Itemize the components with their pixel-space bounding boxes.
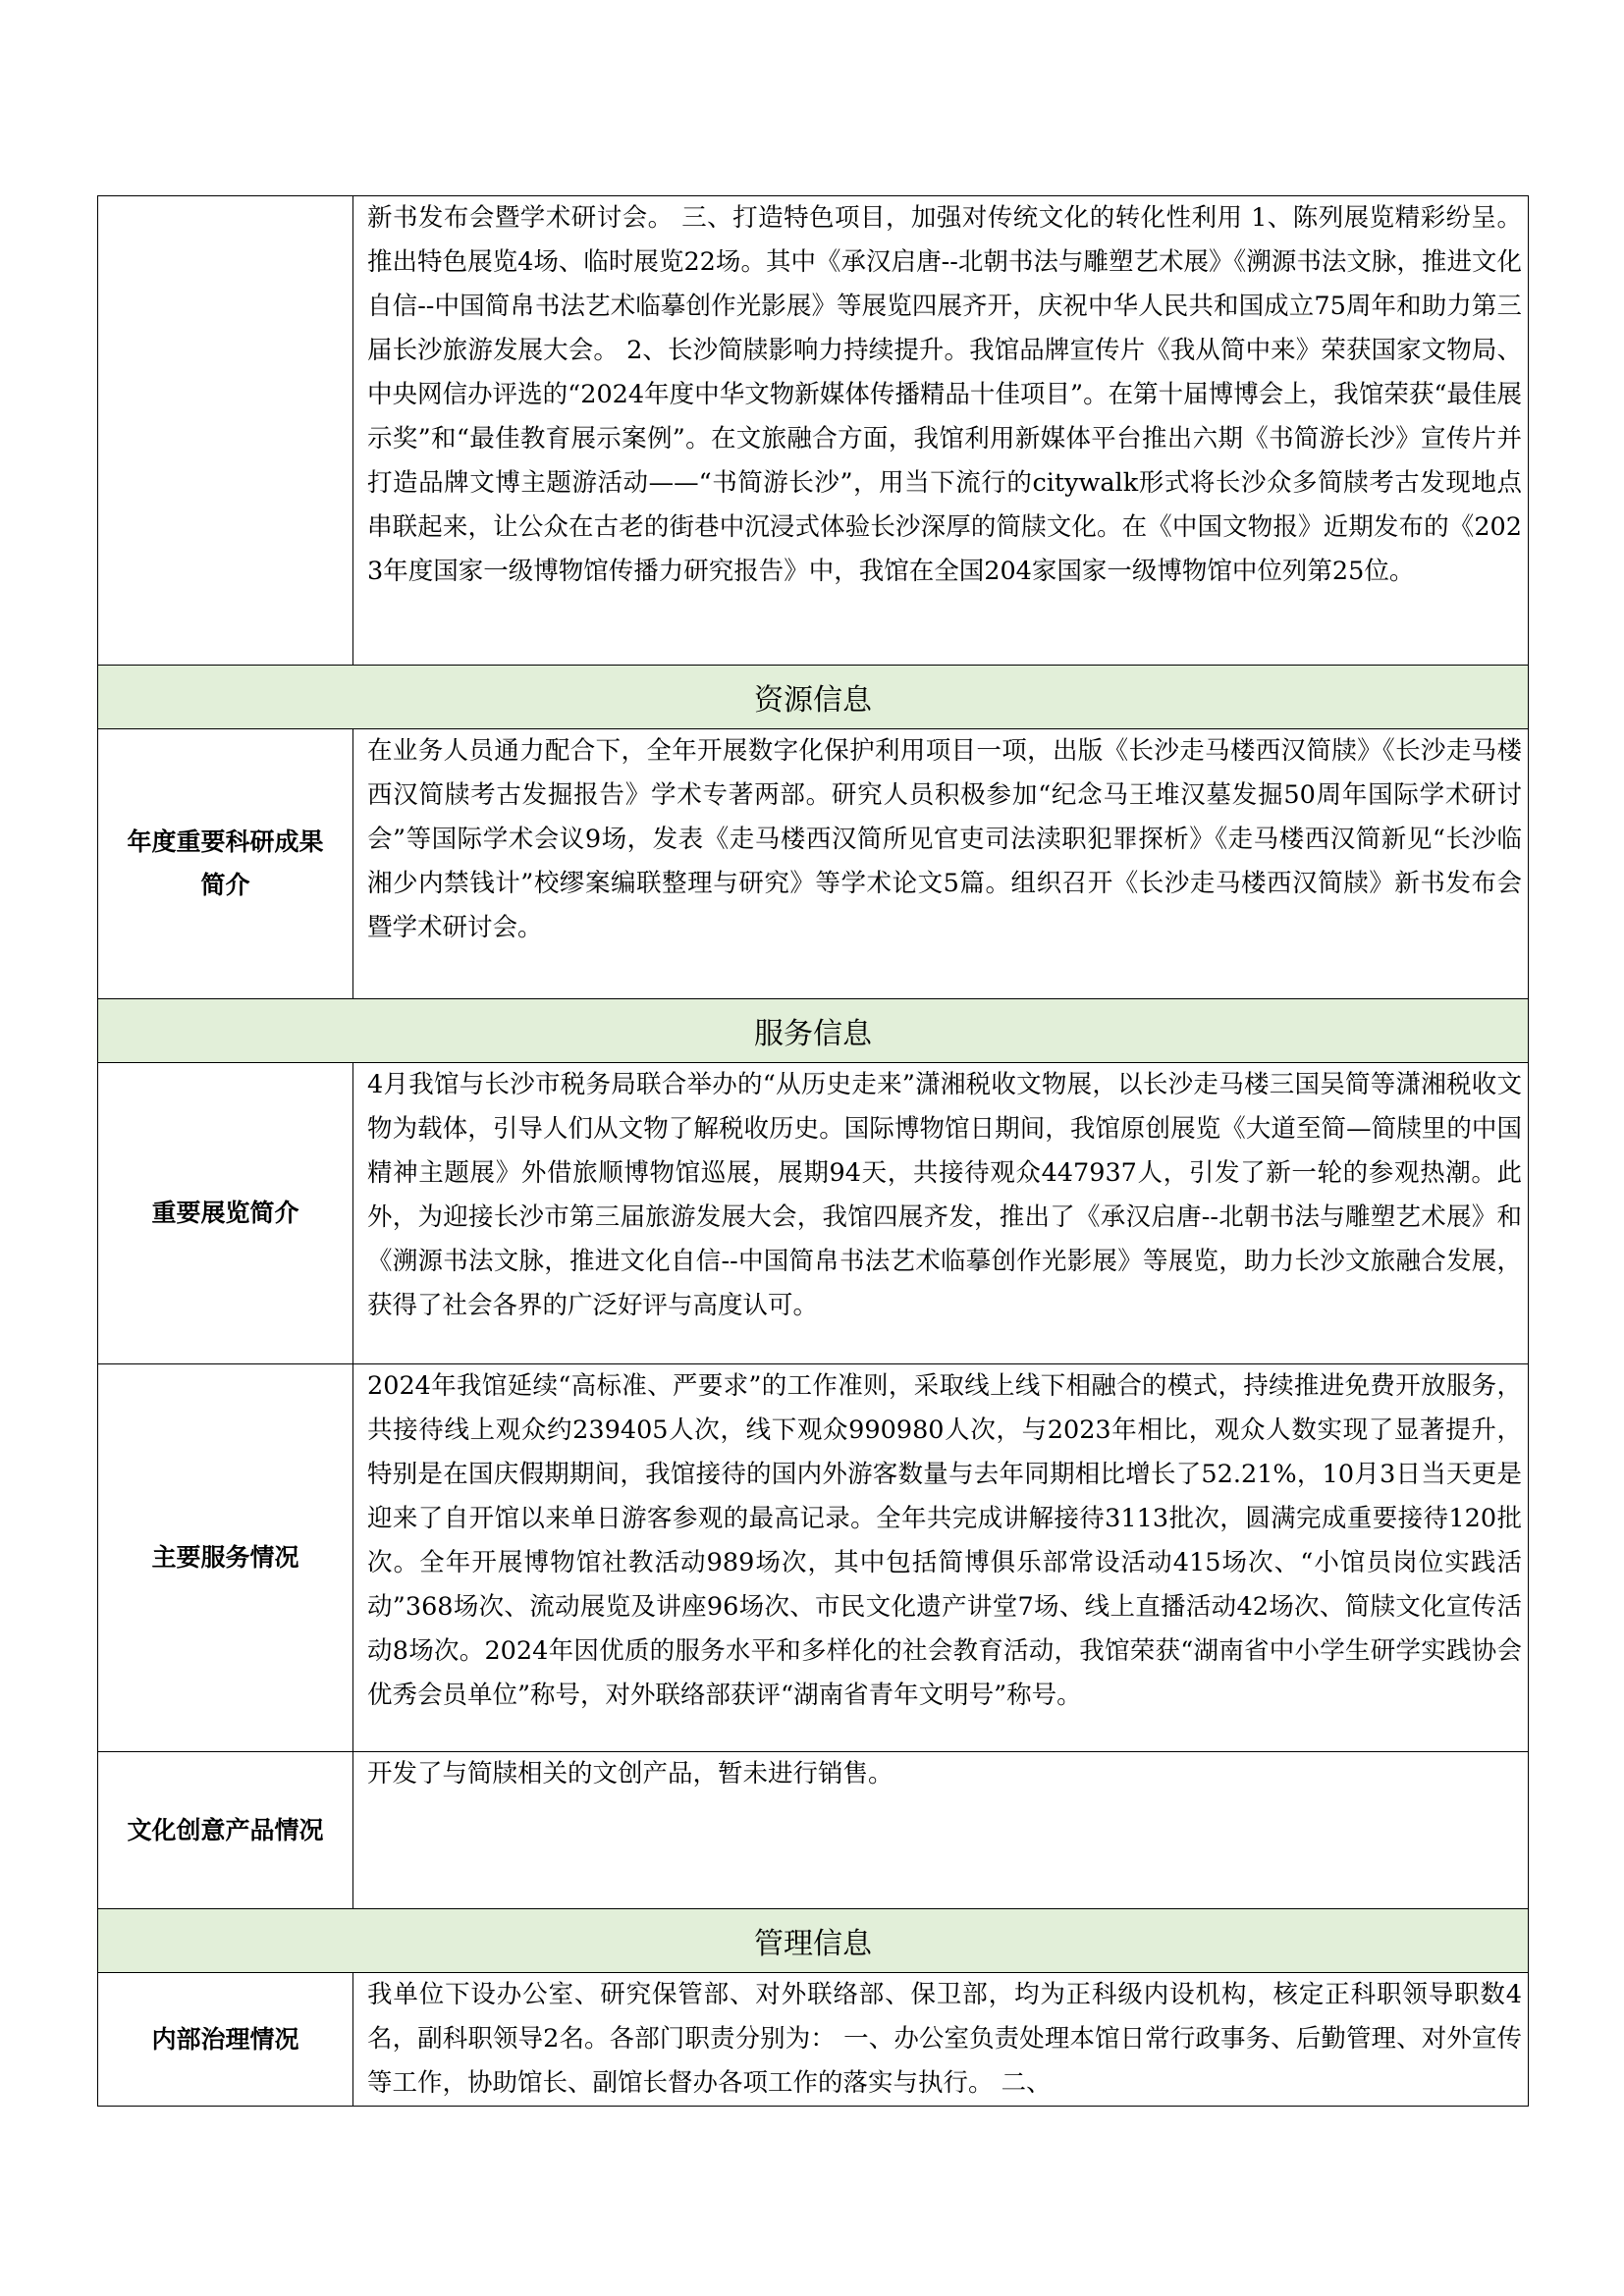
- service-row: [98, 1364, 1529, 1752]
- service-text: 2024年我馆延续“高标准、严要求”的工作准则，采取线上线下相融合的模式，持续推进免费开放服务，共接待线上观众约239405人次，线下观众990980人次，与2023年相比，观众人数实现了显著提升，特别是在国庆假期期间，我馆接待的国内外游客数量与去年同期相比增长了52.21%，10月3日当天更是迎来了自开馆以来单日游客参观的最高记录。全年共完成讲解接待3113批次，圆满完成重要接待120批次。全年开展博物馆社教活动989场次，其中包括简博俱乐部常设活动415场次、“小馆员岗位实践活动”368场次、流动展览及讲座96场次、市民文化遗产讲堂7场、线上直播活动42场次、简牍文化宣传活动8场次。2024年因优质的服务水平和多样化的社会教育活动，我馆荣获“湖南省中小学生研学实践协会优秀会员单位”称号，对外联络部获评“湖南省青年文明号”称号。: [367, 1371, 1522, 1710]
- section-header-management: [98, 1909, 1529, 1973]
- governance-text: 我单位下设办公室、研究保管部、对外联络部、保卫部，均为正科级内设机构，核定正科职领导职数4名，副科职领导2名。各部门职责分别为： 一、办公室负责处理本馆日常行政事务、后勤管理、对外宣传等工作，协助馆长、副馆长督办各项工作的落实与执行。 二、: [367, 1980, 1522, 2098]
- service-label: 主要服务情况: [98, 1364, 353, 1752]
- cultural-content-cell: [353, 1752, 1529, 1909]
- section-title-services: 服务信息: [98, 999, 1529, 1063]
- section-header-resources: [98, 666, 1529, 729]
- cultural-text: 开发了与简牍相关的文创产品，暂未进行销售。: [367, 1759, 893, 1789]
- governance-label: 内部治理情况: [98, 1973, 353, 2107]
- exhibition-content-cell: [353, 1063, 1529, 1364]
- research-row: [98, 729, 1529, 999]
- governance-row: [98, 1973, 1529, 2107]
- exhibition-label: 重要展览简介: [98, 1063, 353, 1364]
- research-text: 在业务人员通力配合下，全年开展数字化保护利用项目一项，出版《长沙走马楼西汉简牍》《长沙走马楼西汉简牍考古发掘报告》学术专著两部。研究人员积极参加“纪念马王堆汉墓发掘50周年国际学术研讨会”等国际学术会议9场，发表《走马楼西汉简所见官吏司法渎职犯罪探析》《走马楼西汉简新见“长沙临湘少内禁钱计”校缪案编联整理与研究》等学术论文5篇。组织召开《长沙走马楼西汉简牍》新书发布会暨学术研讨会。: [367, 736, 1522, 942]
- continued-content-cell: [353, 196, 1529, 666]
- annual-report-table: [97, 195, 1529, 2107]
- research-label: 年度重要科研成果简介: [98, 729, 353, 999]
- section-title-resources: 资源信息: [98, 666, 1529, 729]
- cultural-label: 文化创意产品情况: [98, 1752, 353, 1909]
- exhibition-text: 4月我馆与长沙市税务局联合举办的“从历史走来”潇湘税收文物展，以长沙走马楼三国吴简等潇湘税收文物为载体，引导人们从文物了解税收历史。国际博物馆日期间，我馆原创展览《大道至简—简牍里的中国精神主题展》外借旅顺博物馆巡展，展期94天，共接待观众447937人，引发了新一轮的参观热潮。此外，为迎接长沙市第三届旅游发展大会，我馆四展齐发，推出了《承汉启唐--北朝书法与雕塑艺术展》和《溯源书法文脉，推进文化自信--中国简帛书法艺术临摹创作光影展》等展览，助力长沙文旅融合发展，获得了社会各界的广泛好评与高度认可。: [367, 1070, 1522, 1320]
- section-title-management: 管理信息: [98, 1909, 1529, 1973]
- continued-row: [98, 196, 1529, 666]
- continued-text: 新书发布会暨学术研讨会。 三、打造特色项目，加强对传统文化的转化性利用 1、陈列展览精彩纷呈。推出特色展览4场、临时展览22场。其中《承汉启唐--北朝书法与雕塑艺术展》《溯源书法文脉，推进文化自信--中国简帛书法艺术临摹创作光影展》等展览四展齐开，庆祝中华人民共和国成立75周年和助力第三届长沙旅游发展大会。 2、长沙简牍影响力持续提升。我馆品牌宣传片《我从简中来》荣获国家文物局、中央网信办评选的“2024年度中华文物新媒体传播精品十佳项目”。在第十届博博会上，我馆荣获“最佳展示奖”和“最佳教育展示案例”。在文旅融合方面，我馆利用新媒体平台推出六期《书简游长沙》宣传片并打造品牌文博主题游活动——“书简游长沙”，用当下流行的citywalk形式将长沙众多简牍考古发现地点串联起来，让公众在古老的街巷中沉浸式体验长沙深厚的简牍文化。在《中国文物报》近期发布的《2023年度国家一级博物馆传播力研究报告》中，我馆在全国204家国家一级博物馆中位列第25位。: [367, 203, 1522, 586]
- continued-label-cell: [98, 196, 353, 666]
- governance-content-cell: [353, 1973, 1529, 2107]
- cultural-row: [98, 1752, 1529, 1909]
- service-content-cell: [353, 1364, 1529, 1752]
- section-header-services: [98, 999, 1529, 1063]
- research-content-cell: [353, 729, 1529, 999]
- exhibition-row: [98, 1063, 1529, 1364]
